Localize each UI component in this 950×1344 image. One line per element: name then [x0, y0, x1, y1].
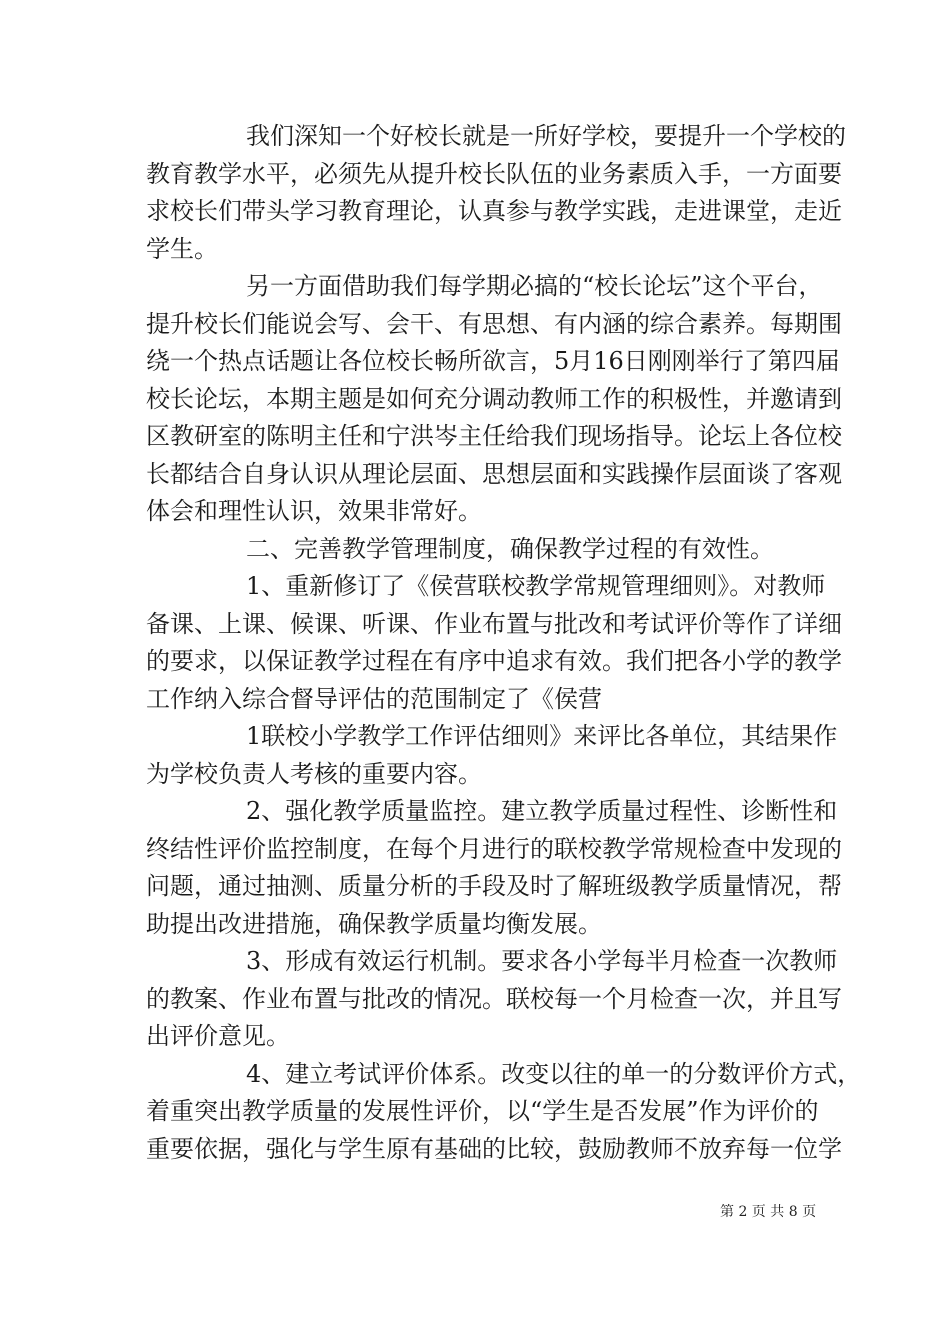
text-line: 工作纳入综合督导评估的范围制定了《侯营: [146, 685, 602, 713]
text-line: 备课、上课、候课、听课、作业布置与批改和考试评价等作了详细: [146, 610, 842, 638]
text-line: 提升校长们能说会写、会干、有思想、有内涵的综合素养。每期围: [146, 310, 842, 338]
text-line: 终结性评价监控制度，在每个月进行的联校教学常规检查中发现的: [146, 835, 842, 863]
text-line: 校长论坛，本期主题是如何充分调动教师工作的积极性，并邀请到: [146, 385, 842, 413]
text-line: 4、建立考试评价体系。改变以往的单一的分数评价方式，: [246, 1060, 862, 1088]
text-line: 求校长们带头学习教育理论，认真参与教学实践，走进课堂，走近: [146, 197, 842, 225]
text-line: 1联校小学教学工作评估细则》来评比各单位，其结果作: [246, 722, 838, 750]
text-line: 1、重新修订了《侯营联校教学常规管理细则》。对教师: [246, 572, 826, 600]
text-line: 教育教学水平，必须先从提升校长队伍的业务素质入手，一方面要: [146, 160, 842, 188]
text-line: 绕一个热点话题让各位校长畅所欲言，5月16日刚刚举行了第四届: [146, 347, 840, 375]
text-line: 为学校负责人考核的重要内容。: [146, 760, 482, 788]
text-line: 助提出改进措施，确保教学质量均衡发展。: [146, 910, 602, 938]
text-line: 的教案、作业布置与批改的情况。联校每一个月检查一次，并且写: [146, 985, 842, 1013]
text-line: 长都结合自身认识从理论层面、思想层面和实践操作层面谈了客观: [146, 460, 842, 488]
text-line: 3、形成有效运行机制。要求各小学每半月检查一次教师: [246, 947, 838, 975]
text-line: 出评价意见。: [146, 1022, 290, 1050]
text-line: 另一方面借助我们每学期必搞的“校长论坛”这个平台，: [246, 272, 823, 300]
text-line: 我们深知一个好校长就是一所好学校，要提升一个学校的: [246, 122, 846, 150]
text-line: 体会和理性认识，效果非常好。: [146, 497, 482, 525]
text-line: 学生。: [146, 235, 218, 263]
text-line: 的要求，以保证教学过程在有序中追求有效。我们把各小学的教学: [146, 647, 842, 675]
text-line: 问题，通过抽测、质量分析的手段及时了解班级教学质量情况，帮: [146, 872, 842, 900]
page-number: 第 2 页 共 8 页: [720, 1204, 817, 1220]
text-line: 重要依据，强化与学生原有基础的比较，鼓励教师不放弃每一位学: [146, 1135, 842, 1163]
text-line: 2、强化教学质量监控。建立教学质量过程性、诊断性和: [246, 797, 838, 825]
text-line: 着重突出教学质量的发展性评价，以“学生是否发展”作为评价的: [146, 1097, 819, 1125]
section-heading: 二、完善教学管理制度，确保教学过程的有效性。: [246, 535, 774, 563]
text-line: 区教研室的陈明主任和宁洪岑主任给我们现场指导。论坛上各位校: [146, 422, 842, 450]
